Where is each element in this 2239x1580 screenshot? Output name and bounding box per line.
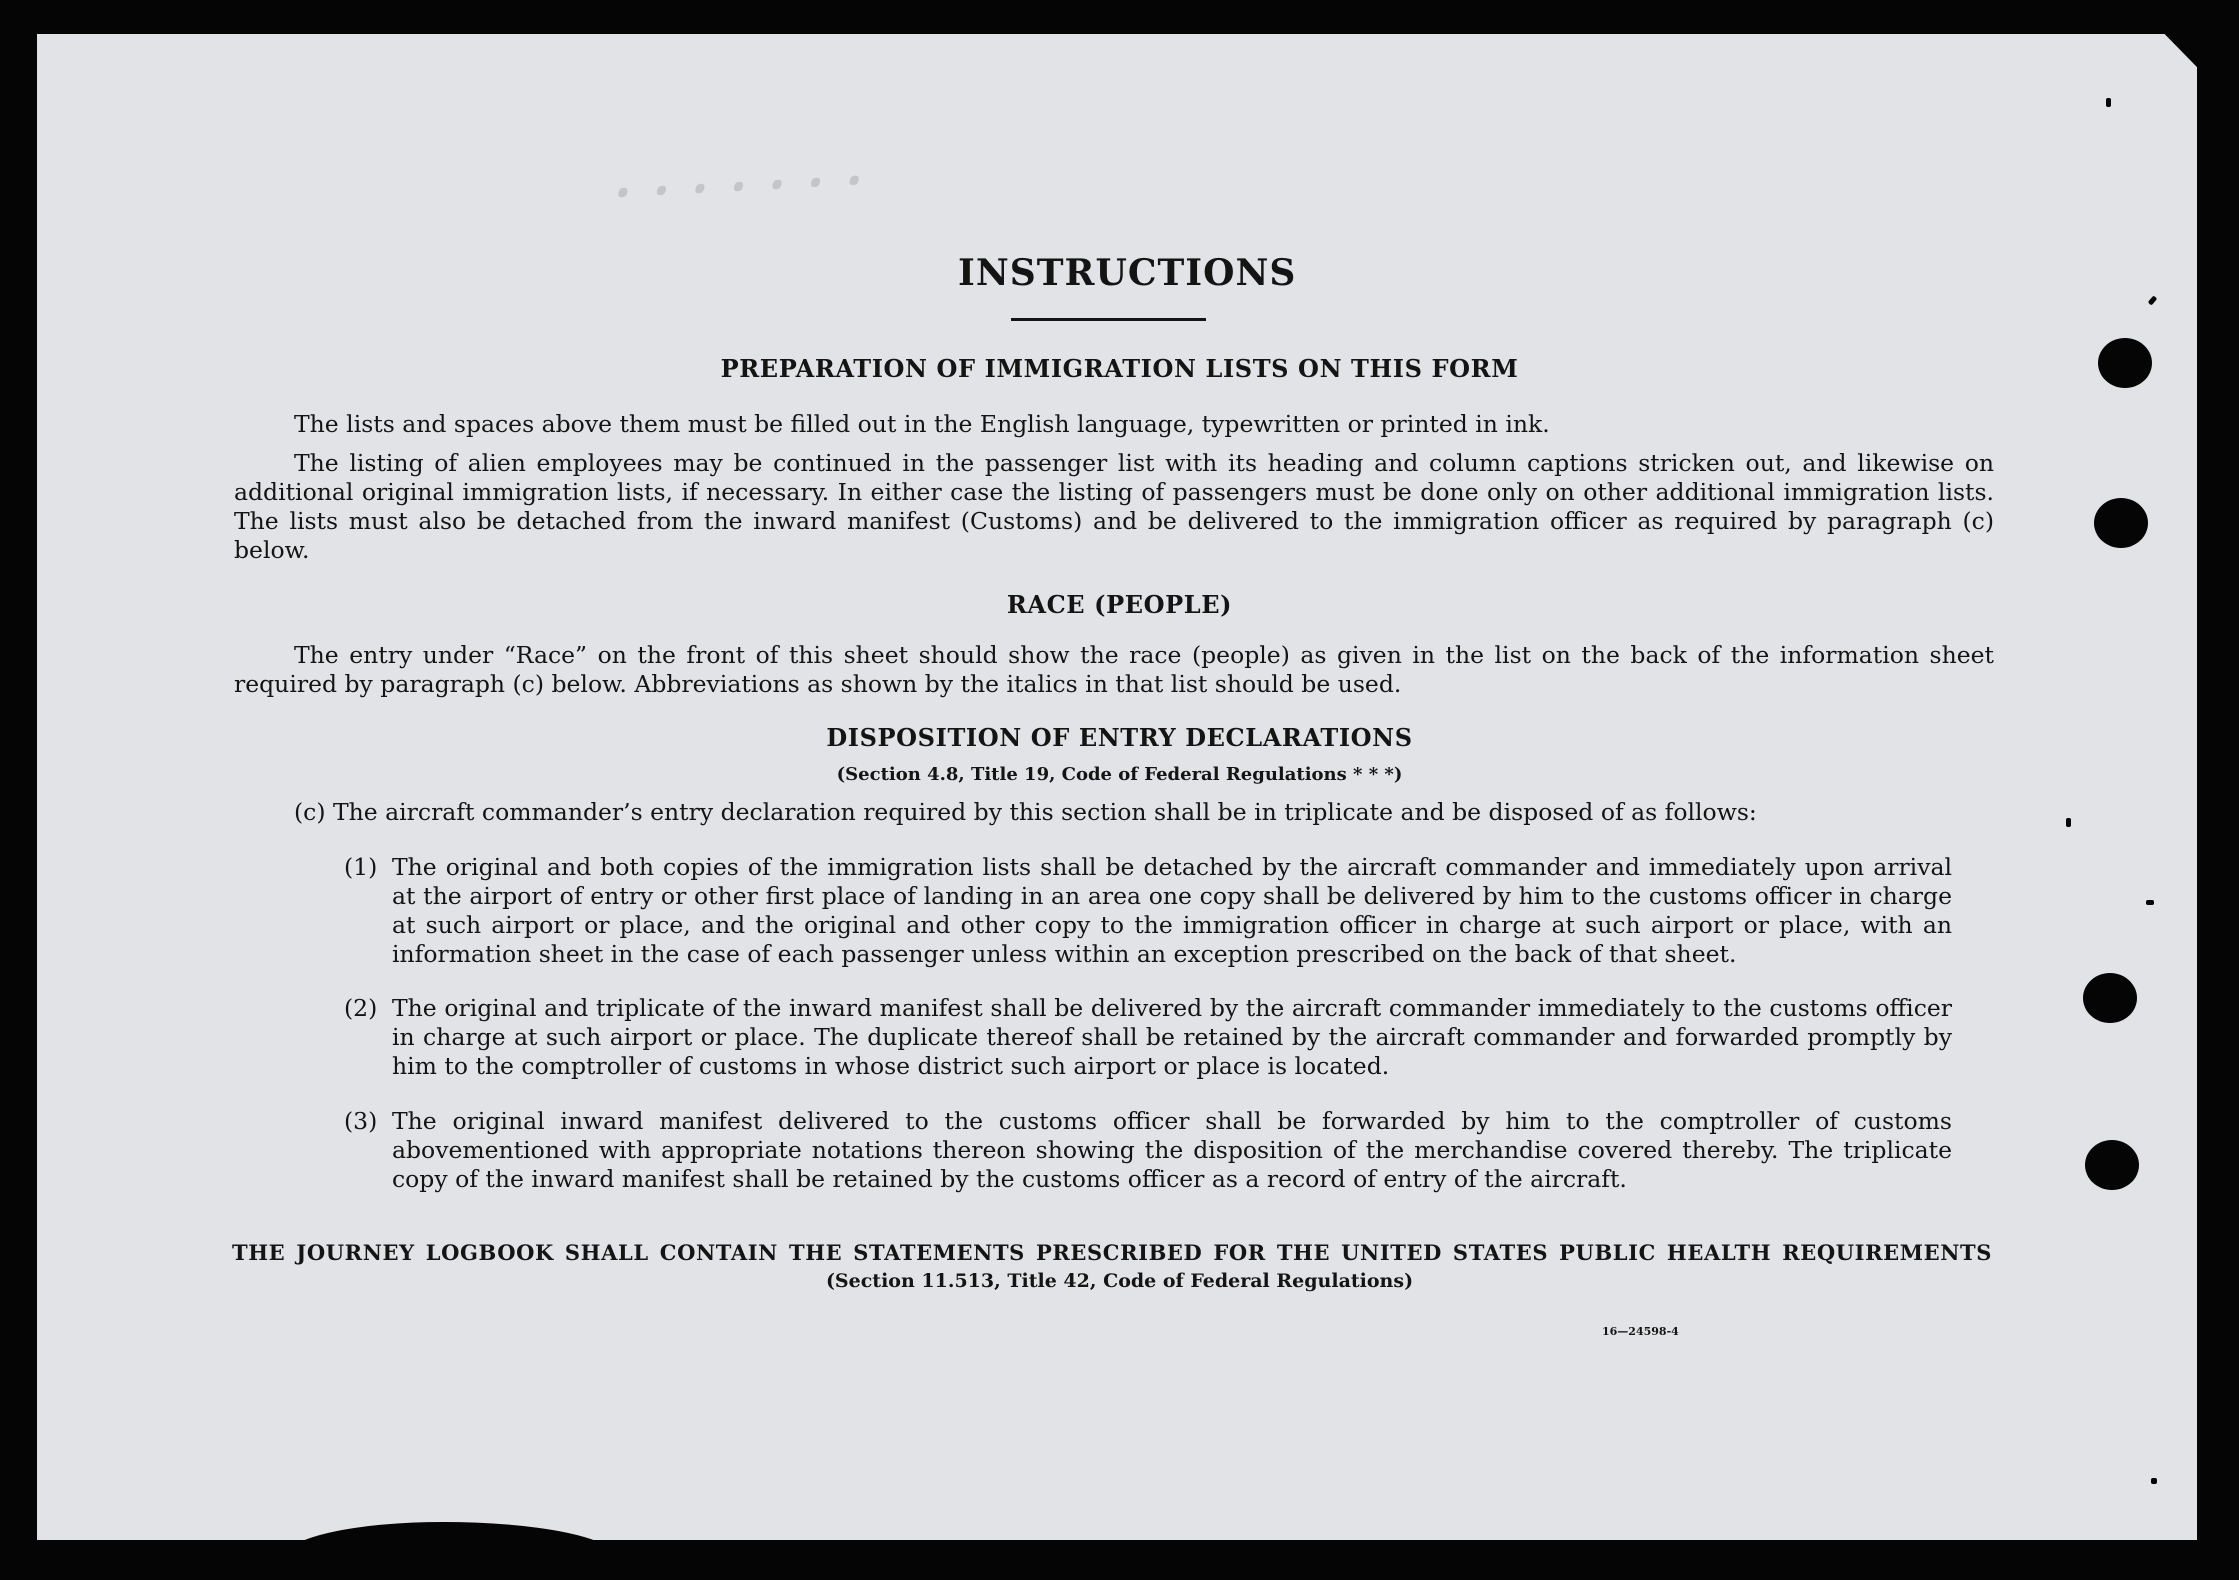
list-item-text: The original and triplicate of the inward manifest shall be delivered by the aircraft commander immediately to the customs officer in charge at such airport or place. The duplicate thereof shall be retained by the aircraft commander and forwarded promptly by him to the comptroller of customs in whose district such airport or place is located.: [392, 994, 1952, 1080]
disposition-citation: (Section 4.8, Title 19, Code of Federal Regulations * * *): [836, 764, 1403, 785]
bleed-through-mark: ꞏ ꞏ ꞏ ꞏ ꞏ ꞏ ꞏ: [608, 151, 863, 225]
list-item-number: (2): [344, 994, 378, 1022]
section-heading-race: RACE (PEOPLE): [1006, 590, 1233, 619]
section-heading-disposition: DISPOSITION OF ENTRY DECLARATIONS: [826, 723, 1413, 752]
section-heading-preparation: PREPARATION OF IMMIGRATION LISTS ON THIS FORM: [720, 354, 1519, 383]
form-number: 16—24598-4: [1602, 1325, 1679, 1338]
page-title: INSTRUCTIONS: [958, 252, 1297, 294]
race-paragraph: The entry under “Race” on the front of this sheet should show the race (people) as given in the list on the back of the information sheet required by paragraph (c) below. Abbreviations as shown by the italics in that list should be used.: [234, 641, 1994, 698]
title-underline: [1011, 318, 1206, 321]
footer-citation: (Section 11.513, Title 42, Code of Federal Regulations): [825, 1270, 1414, 1292]
list-item-text: The original inward manifest delivered to the customs officer shall be forwarded by him to the comptroller of customs abovementioned with appropriate notations thereon showing the disposition of the merchandise covered thereby. The triplicate copy of the inward manifest shall be retained by the customs officer as a record of entry of the aircraft.: [392, 1107, 1952, 1193]
disposition-intro: (c) The aircraft commander’s entry declaration required by this section shall be in triplicate and be disposed of as follows:: [294, 798, 1757, 826]
footer-statement: THE JOURNEY LOGBOOK SHALL CONTAIN THE STATEMENTS PRESCRIBED FOR THE UNITED STATES PUBLIC HEALTH REQUIREMENTS: [232, 1240, 1992, 1265]
preparation-paragraph-2: The listing of alien employees may be continued in the passenger list with its heading and column captions stricken out, and likewise on additional original immigration lists, if necessary. In either case the listing of passengers must be done only on other additional immigration lists. The lists must also be detached from the inward manifest (Customs) and be delivered to the immigration officer as required by paragraph (c) below.: [234, 449, 1994, 564]
preparation-paragraph-1: The lists and spaces above them must be filled out in the English language, typewritten or printed in ink.: [294, 410, 1550, 438]
list-item-text: The original and both copies of the immigration lists shall be detached by the aircraft commander and immediately upon arrival at the airport of entry or other first place of landing in an area one copy shall be delivered by him to the customs officer in charge at such airport or place, and the original and other copy to the immigration officer in charge at such airport or place, with an information sheet in the case of each passenger unless within an exception prescribed on the back of that sheet.: [392, 853, 1952, 968]
list-item-number: (3): [344, 1107, 378, 1135]
list-item-number: (1): [344, 853, 378, 881]
